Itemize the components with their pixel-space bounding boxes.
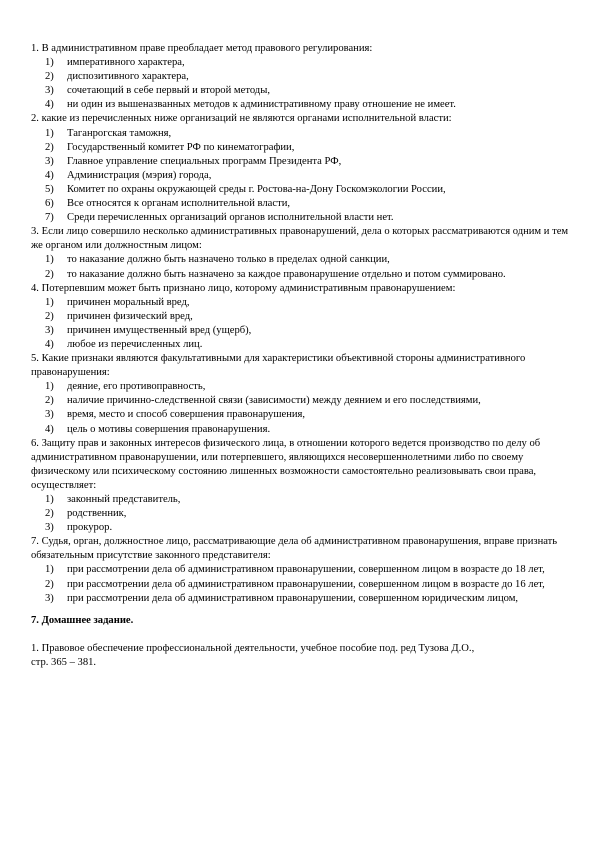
option-text: прокурор. — [67, 522, 113, 534]
option-text: любое из перечисленных лиц. — [67, 338, 203, 350]
option-text: причинен физический вред, — [67, 310, 193, 322]
answer-options — [31, 253, 571, 281]
answer-options — [31, 296, 571, 352]
answer-option — [31, 408, 571, 422]
answer-option — [31, 380, 571, 394]
option-number: 4) — [45, 99, 54, 111]
answer-option — [31, 324, 571, 338]
answer-options — [31, 563, 571, 605]
option-text: диспозитивного характера, — [67, 71, 189, 83]
option-text: ни один из вышеназванных методов к административному праву отношение не имеет. — [67, 99, 456, 111]
question-3 — [31, 225, 571, 281]
answer-option — [31, 310, 571, 324]
question-2 — [31, 112, 571, 225]
question-text: 5. Какие признаки являются факультативными для характеристики объективной стороны административного правонарушения: — [31, 353, 526, 379]
option-text: при рассмотрении дела об административном правонарушении, совершенном лицом в возрасте до 16 лет, — [67, 578, 545, 590]
answer-option — [31, 56, 571, 70]
option-number: 2) — [45, 578, 54, 590]
answer-option — [31, 197, 571, 211]
answer-options — [31, 380, 571, 436]
option-number: 3) — [45, 592, 54, 604]
option-text: причинен имущественный вред (ущерб), — [67, 324, 252, 336]
option-number: 3) — [45, 409, 54, 421]
answer-option — [31, 127, 571, 141]
option-number: 7) — [45, 212, 54, 224]
option-text: то наказание должно быть назначено только в пределах одной санкции, — [67, 254, 390, 266]
answer-option — [31, 268, 571, 282]
answer-options — [31, 56, 571, 112]
answer-option — [31, 141, 571, 155]
question-7 — [31, 535, 571, 605]
option-text: наличие причинно-следственной связи (зависимости) между деянием и его последствиями, — [67, 395, 481, 407]
answer-option — [31, 253, 571, 267]
answer-option — [31, 521, 571, 535]
option-text: родственник, — [67, 508, 127, 520]
question-text: 2. какие из перечисленных ниже организаций не являются органами исполнительной власти: — [31, 113, 452, 125]
option-number: 4) — [45, 423, 54, 435]
option-text: Главное управление специальных программ Президента РФ, — [67, 155, 342, 167]
option-number: 1) — [45, 494, 54, 505]
answer-option — [31, 296, 571, 310]
homework-line-2: стр. 365 – 381. — [31, 656, 97, 668]
option-number: 3) — [45, 324, 54, 336]
answer-option — [31, 169, 571, 183]
option-text: деяние, его противоправность, — [67, 381, 206, 393]
option-number: 1) — [45, 296, 54, 308]
option-text: то наказание должно быть назначено за каждое правонарушение отдельно и потом суммировано. — [67, 268, 506, 280]
spacer — [31, 606, 571, 614]
option-number: 4) — [45, 169, 54, 181]
document-content — [31, 42, 571, 670]
option-number: 5) — [45, 183, 54, 195]
answer-option — [31, 592, 571, 606]
answer-options — [31, 493, 571, 535]
answer-option — [31, 563, 571, 577]
option-text: цель о мотивы совершения правонарушения. — [67, 423, 271, 435]
option-number: 3) — [45, 155, 54, 167]
answer-option — [31, 183, 571, 197]
option-text: сочетающий в себе первый и второй методы, — [67, 85, 270, 97]
option-text: при рассмотрении дела об административном правонарушении, совершенном лицом в возрасте до 18 лет, — [67, 564, 545, 576]
option-text: Комитет по охраны окружающей среды г. Ростова-на-Дону Госкомэкологии России, — [67, 183, 446, 195]
homework-line-1: 1. Правовое обеспечение профессиональной деятельности, учебное пособие под. ред Тузова Д.О., — [31, 642, 475, 654]
answer-option — [31, 155, 571, 169]
answer-option — [31, 98, 571, 112]
spacer — [31, 628, 571, 642]
option-number: 2) — [45, 268, 54, 280]
option-number: 1) — [45, 127, 54, 139]
option-number: 1) — [45, 254, 54, 266]
option-number: 1) — [45, 564, 54, 576]
question-text: 4. Потерпевшим может быть признано лицо, которому административным правонарушением: — [31, 282, 456, 294]
question-5 — [31, 352, 571, 437]
option-text: законный представитель, — [67, 494, 181, 505]
question-list — [31, 42, 571, 606]
option-number: 2) — [45, 395, 54, 407]
question-4 — [31, 282, 571, 352]
option-number: 3) — [45, 85, 54, 97]
option-text: причинен моральный вред, — [67, 296, 190, 308]
option-number: 4) — [45, 338, 54, 350]
option-number: 2) — [45, 508, 54, 520]
option-number: 2) — [45, 71, 54, 83]
answer-option — [31, 84, 571, 98]
answer-option — [31, 493, 571, 507]
option-number: 6) — [45, 198, 54, 210]
question-text: 3. Если лицо совершило несколько административных правонарушений, дела о которых рассматриваются одним и тем же органом или должностным лицом: — [31, 226, 569, 252]
question-6 — [31, 437, 571, 536]
option-text: Государственный комитет РФ по кинематографии, — [67, 141, 295, 153]
question-text: 6. Защиту прав и законных интересов физического лица, в отношении которого ведется производство по делу об административном правонарушении, или потерпевшего, являющихся несовершеннолетними либо по своему физическому или психическому состоянию лишенных возможности самостоятельно реализовывать свои права, осуществляет: — [31, 437, 541, 491]
question-1 — [31, 42, 571, 112]
option-text: Все относятся к органам исполнительной власти, — [67, 198, 291, 210]
option-number: 2) — [45, 141, 54, 153]
question-text: 1. В административном праве преобладает метод правового регулирования: — [31, 43, 373, 54]
option-text: при рассмотрении дела об административном правонарушении, совершенном юридическим лицом, — [67, 592, 519, 604]
answer-option — [31, 338, 571, 352]
option-number: 3) — [45, 522, 54, 534]
option-text: Таганрогская таможня, — [67, 127, 172, 139]
option-text: императивного характера, — [67, 57, 185, 69]
answer-option — [31, 423, 571, 437]
answer-option — [31, 211, 571, 225]
option-text: Среди перечисленных организаций органов исполнительной власти нет. — [67, 212, 394, 224]
answer-option — [31, 507, 571, 521]
answer-option — [31, 578, 571, 592]
question-text: 7. Судья, орган, должностное лицо, рассматривающие дела об административном правонарушения, вправе признать обязательным присутствие законного представителя: — [31, 536, 558, 562]
answer-options — [31, 127, 571, 226]
answer-option — [31, 394, 571, 408]
option-text: Администрация (мэрия) города, — [67, 169, 212, 181]
option-text: время, место и способ совершения правонарушения, — [67, 409, 306, 421]
option-number: 1) — [45, 57, 54, 69]
answer-option — [31, 70, 571, 84]
homework-heading: 7. Домашнее задание. — [31, 614, 134, 626]
option-number: 2) — [45, 310, 54, 322]
option-number: 1) — [45, 381, 54, 393]
